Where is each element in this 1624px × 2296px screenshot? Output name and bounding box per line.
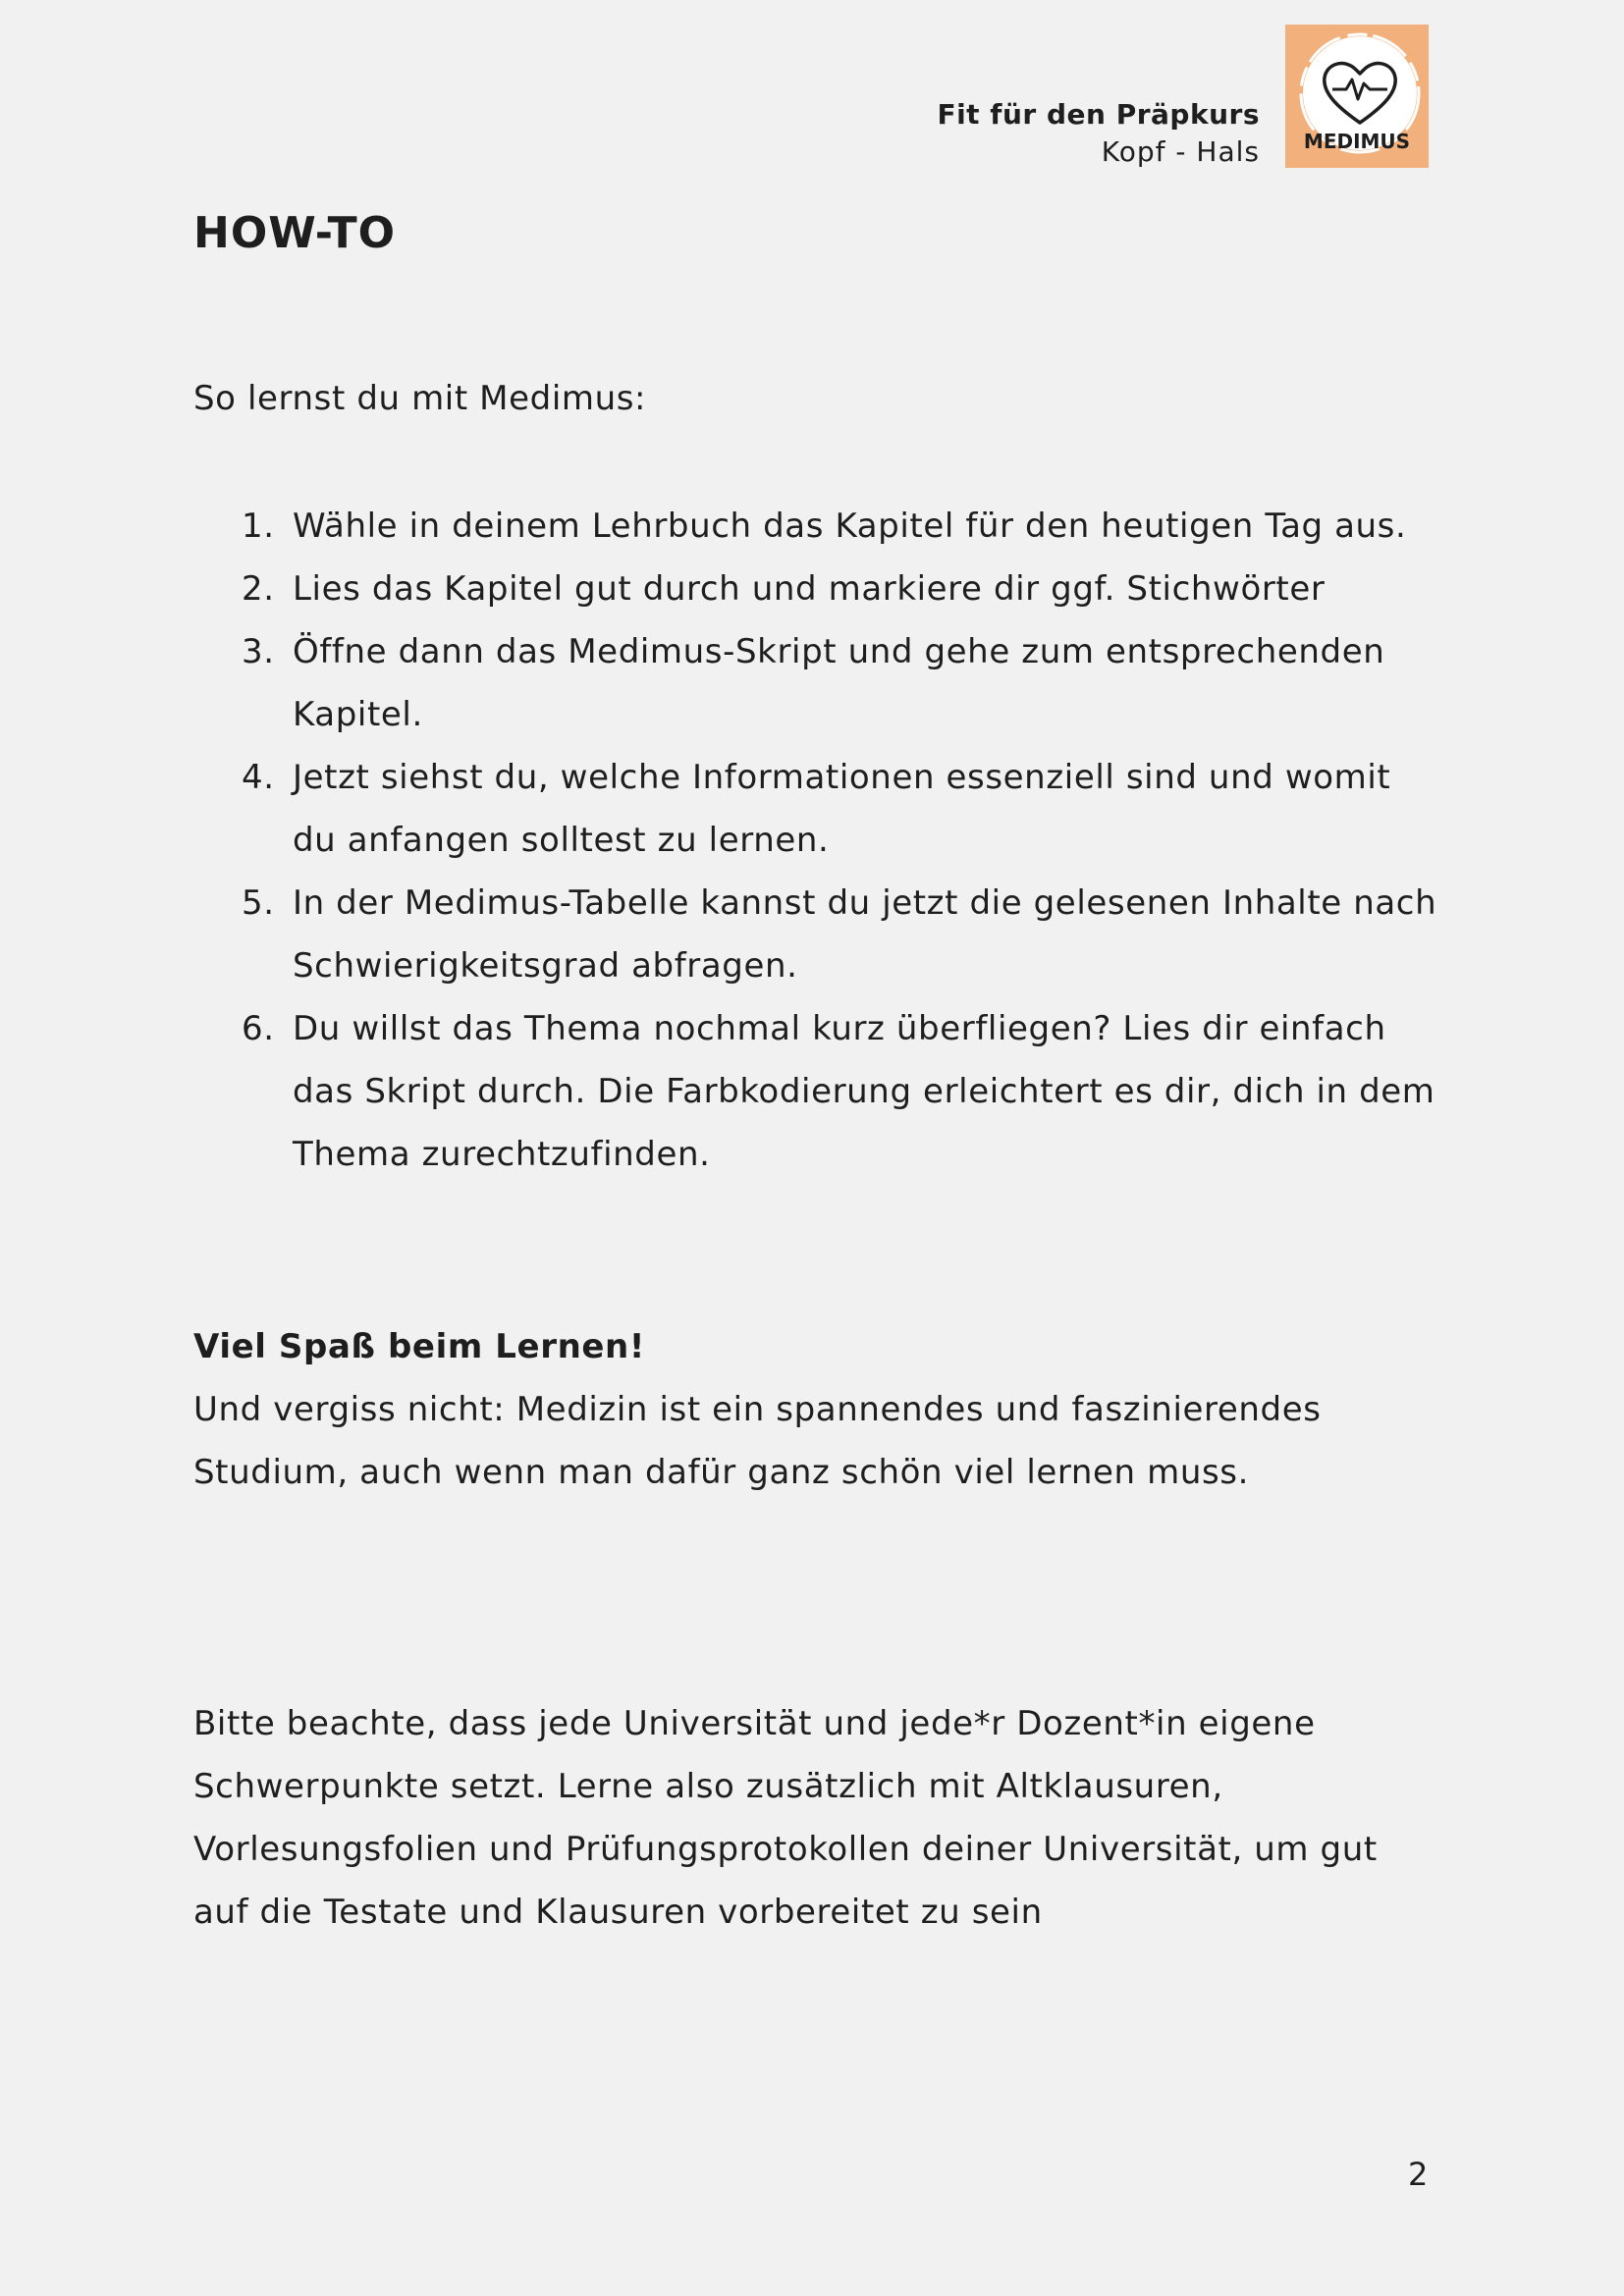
list-item	[193, 495, 1440, 558]
logo-text: MEDIMUS	[1303, 130, 1411, 153]
list-item-text: Jetzt siehst du, welche Informationen essenziell sind und womit du anfangen solltest zu lernen.	[293, 758, 1391, 860]
list-item	[193, 746, 1440, 872]
page-number: 2	[1408, 2156, 1429, 2193]
closing-paragraph	[193, 1315, 1440, 1504]
list-item	[193, 620, 1440, 746]
list-item-number: 1.	[242, 507, 275, 546]
list-item-text: Wähle in deinem Lehrbuch das Kapitel für den heutigen Tag aus.	[293, 507, 1407, 546]
list-item-number: 2.	[242, 569, 275, 609]
header-title: Fit für den Präpkurs	[937, 98, 1260, 131]
closing-heading: Viel Spaß beim Lernen!	[193, 1327, 645, 1366]
list-item-text: Öffne dann das Medimus-Skript und gehe zum entsprechenden Kapitel.	[293, 632, 1385, 734]
list-item-number: 3.	[242, 632, 275, 671]
heart-pulse-icon	[1285, 25, 1429, 168]
closing-text: Und vergiss nicht: Medizin ist ein spannendes und faszinierendes Studium, auch wenn man dafür ganz schön viel lernen muss.	[193, 1390, 1322, 1492]
list-item-text: Lies das Kapitel gut durch und markiere dir ggf. Stichwörter	[293, 569, 1326, 609]
page-title: HOW-TO	[193, 208, 396, 258]
list-item-number: 4.	[242, 758, 275, 797]
list-item	[193, 997, 1440, 1186]
list-item	[193, 558, 1440, 620]
list-item	[193, 872, 1440, 997]
list-item-number: 5.	[242, 883, 275, 923]
steps-list	[193, 495, 1440, 1186]
list-item-number: 6.	[242, 1009, 275, 1048]
page-header	[937, 96, 1260, 171]
note-paragraph: Bitte beachte, dass jede Universität und jede*r Dozent*in eigene Schwerpunkte setzt. Lerne also zusätzlich mit Altklausuren, Vorlesungsfolien und Prüfungsprotokollen deiner Universität, um gut auf die Testate und Klausuren vorbereitet zu sein	[193, 1704, 1378, 1932]
intro-text: So lernst du mit Medimus:	[193, 379, 647, 418]
list-item-text: Du willst das Thema nochmal kurz überfliegen? Lies dir einfach das Skript durch. Die Farbkodierung erleichtert es dir, dich in dem Thema zurechtzufinden.	[293, 1009, 1435, 1174]
medimus-logo	[1285, 25, 1429, 168]
header-subtitle: Kopf - Hals	[1101, 135, 1260, 168]
list-item-text: In der Medimus-Tabelle kannst du jetzt die gelesenen Inhalte nach Schwierigkeitsgrad abfragen.	[293, 883, 1437, 986]
